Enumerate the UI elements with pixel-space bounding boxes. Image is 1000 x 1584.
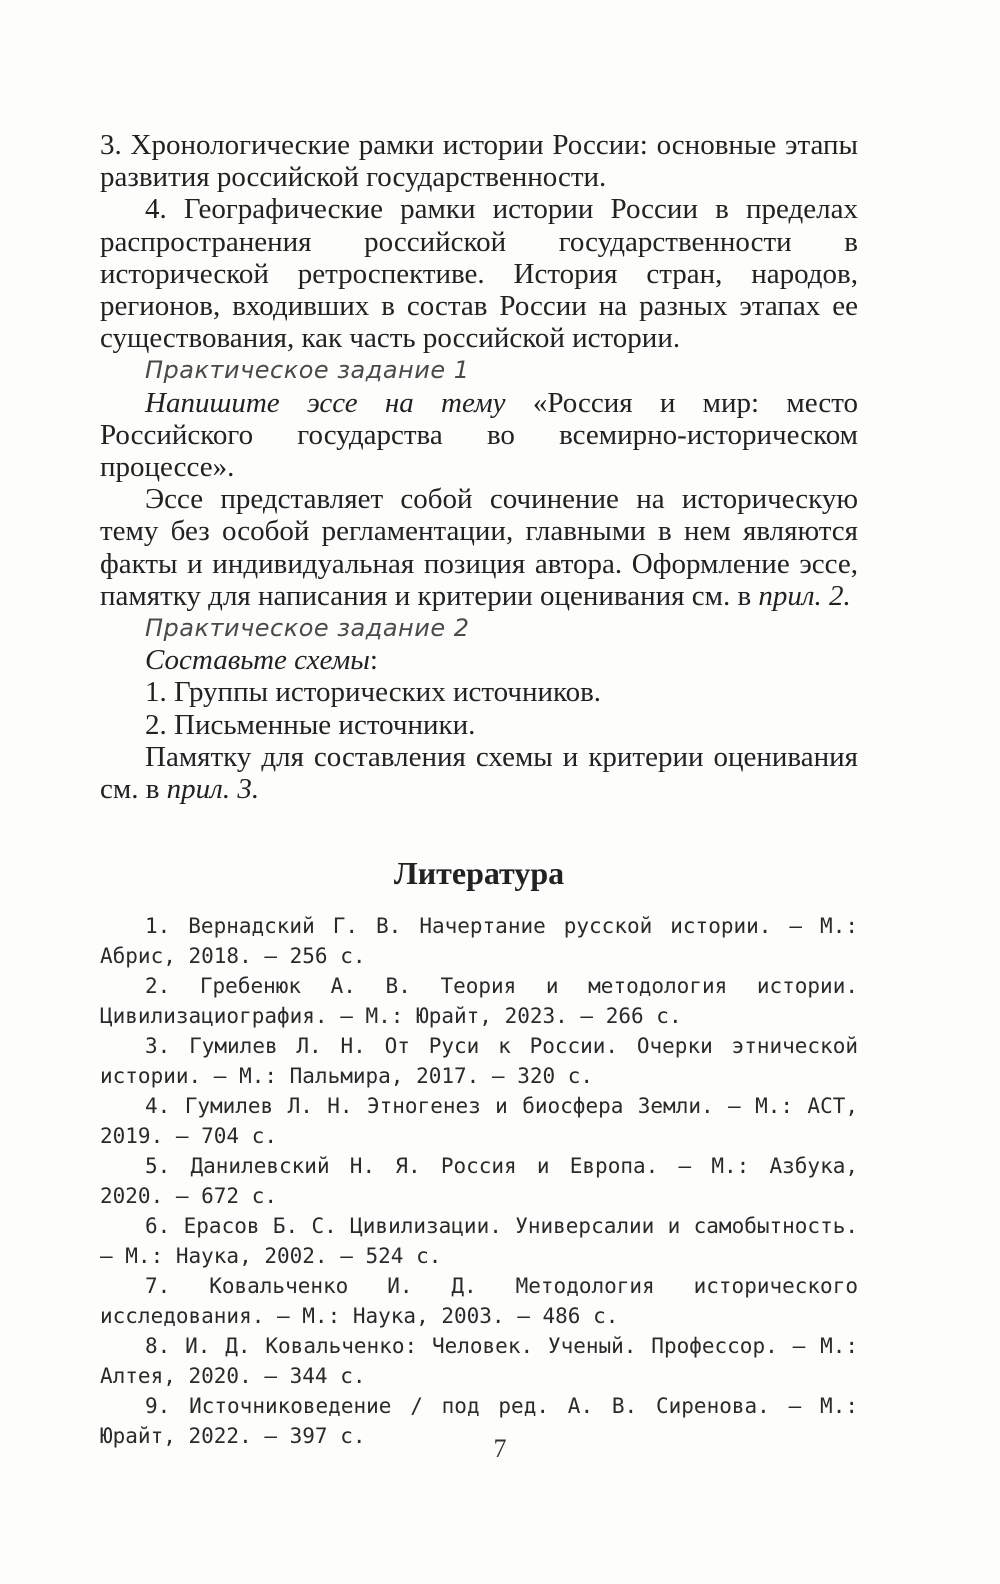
task2-item-1: 1. Группы исторических источников. bbox=[145, 676, 602, 709]
essay-paragraph: Эссе представляет собой сочинение на историческую тему без особой регламентации, главными в нем являются факты и индивидуальная позиция автора. Оформление эссе, памятку для написания и критерии оценивания см. в прил. 2. bbox=[100, 483, 858, 612]
literature-item: 8. И. Д. Ковальченко: Человек. Ученый. Профессор. — М.: Алтея, 2020. — 344 с. bbox=[100, 1334, 858, 1389]
memo-appendix-ref: прил. 3. bbox=[166, 773, 260, 806]
paragraph-3: 3. Хронологические рамки истории России: основные этапы развития российской государственности. bbox=[100, 129, 858, 194]
literature-item: 7. Ковальченко И. Д. Методология исторического исследования. — М.: Наука, 2003. — 486 с. bbox=[100, 1274, 858, 1329]
page-number: 7 bbox=[493, 1434, 507, 1463]
task1-label: Практическое задание 1 bbox=[145, 356, 470, 385]
memo-paragraph: Памятку для составления схемы и критерии оценивания см. в прил. 3. bbox=[100, 740, 858, 806]
task1-text: Напишите эссе на тему «Россия и мир: место Российского государства во всемирно-историческом процессе». bbox=[100, 386, 858, 484]
literature-item: 2. Гребенюк А. В. Теория и методология истории. Цивилизациография. — М.: Юрайт, 2023. — 266 с. bbox=[100, 974, 858, 1029]
literature-item: 1. Вернадский Г. В. Начертание русской истории. — М.: Абрис, 2018. — 256 с. bbox=[100, 914, 858, 969]
task1-lead: Напишите эссе на тему bbox=[145, 386, 506, 419]
task2-lead: Составьте схемы bbox=[145, 644, 370, 677]
task2-item-2: 2. Письменные источники. bbox=[145, 708, 476, 741]
literature-item: 4. Гумилев Л. Н. Этногенез и биосфера Земли. — М.: АСТ, 2019. — 704 с. bbox=[100, 1094, 858, 1149]
literature-item: 5. Данилевский Н. Я. Россия и Европа. — М.: Азбука, 2020. — 672 с. bbox=[100, 1154, 858, 1209]
literature-heading: Литература bbox=[393, 855, 565, 892]
essay-appendix-ref: прил. 2. bbox=[758, 579, 851, 612]
literature-item: 6. Ерасов Б. С. Цивилизации. Универсалии и самобытность. — М.: Наука, 2002. — 524 с. bbox=[100, 1214, 858, 1269]
literature-list bbox=[100, 911, 858, 1451]
task2-lead-line: Составьте схемы: bbox=[145, 644, 378, 677]
task2-label: Практическое задание 2 bbox=[145, 614, 470, 643]
literature-item: 9. Источниковедение / под ред. А. В. Сиренова. — М.: Юрайт, 2022. — 397 с. bbox=[100, 1394, 858, 1449]
literature-item: 3. Гумилев Л. Н. От Руси к России. Очерки этнической истории. — М.: Пальмира, 2017. — 320 с. bbox=[100, 1034, 858, 1089]
paragraph-4: 4. Географические рамки истории России в пределах распространения российской государственности в исторической ретроспективе. История стран, народов, регионов, входивших в состав России на разных этапах ее существования, как часть российской истории. bbox=[100, 193, 858, 355]
